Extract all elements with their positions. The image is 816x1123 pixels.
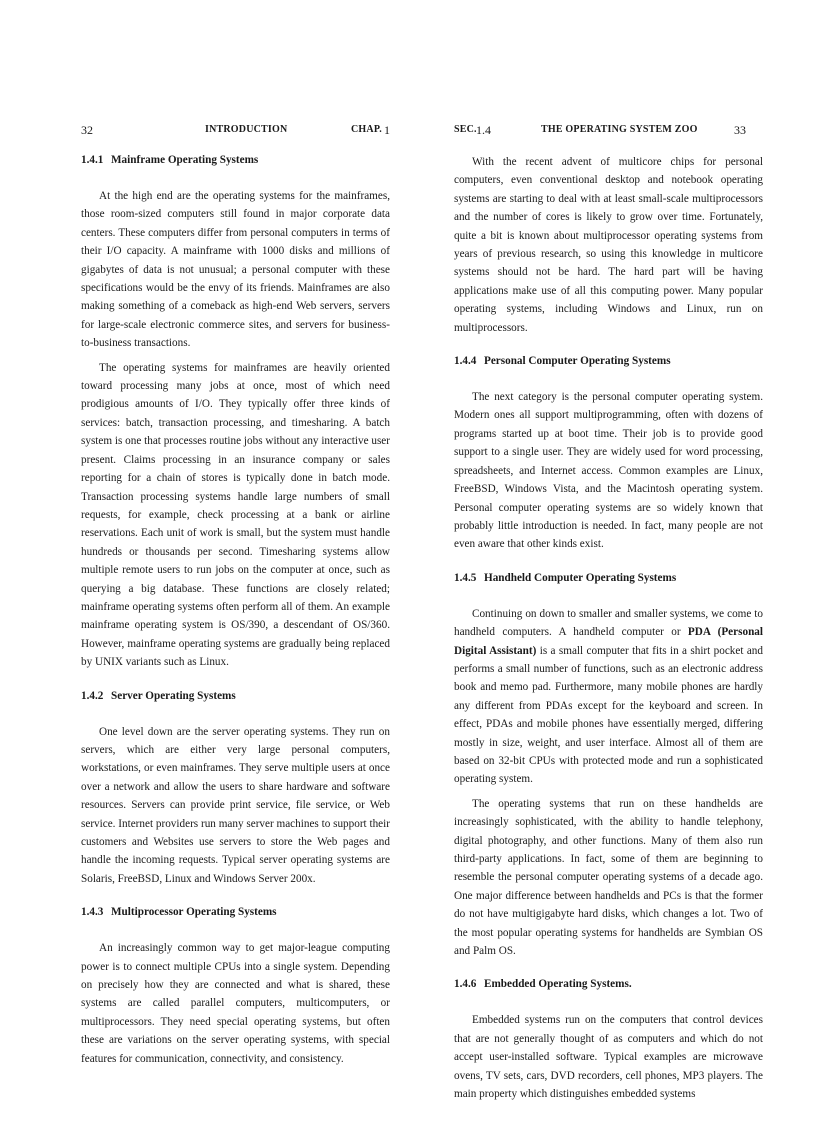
right-page-number: 33 [734,123,746,137]
paragraph: The operating systems for mainframes are heavily oriented toward processing many jobs at once, most of which need prodigious amounts of I/O. They typically offer three kinds of services: batch, transaction processing, and timesharing. A batch system is one that processes routine jobs without any interactive user present. Claims processing in an insurance company or sales reporting for a chain of stores is typically done in batch mode. Transaction processing systems handle large numbers of small requests, for example, check processing at a bank or airline reservations. Each unit of work is small, but the system must handle hundreds or thousands per second. Timesharing systems allow multiple remote users to run jobs on the computer at once, such as querying a big database. These functions are closely related; mainframe operating systems often perform all of them. An example mainframe operating system is OS/390, a descendant of OS/360. However, mainframe operating systems are gradually being replaced by UNIX variants such as Linux. [81,361,390,669]
section-heading [81,153,390,167]
header-section-number: 1.4 [476,123,491,137]
section-1-4-3 [81,905,390,1068]
section-title: Mainframe Operating Systems [111,154,259,166]
section-number: 1.4.6 [454,978,477,991]
section-title: Embedded Operating Systems. [484,978,632,991]
section-1-4-6 [454,977,763,1103]
section-heading [454,977,763,991]
paragraph [454,605,763,789]
chapter-number: 1 [384,123,390,137]
paragraph: At the high end are the operating systems for the mainframes, those room-sized computers still found in major corporate data centers. These computers differ from personal computers in terms of their I/O capacity. A mainframe with 1000 disks and millions of gigabytes of data is not unusual; a personal computer with these specifications would be the envy of its friends. Mainframes are also making something of a comeback as high-end Web servers, servers for large-scale electronic commerce sites, and servers for business-to-business transactions. [81,190,390,350]
pda-text-after: is a small computer that fits in a shirt pocket and performs a small number of functions, such as an electronic address book and memo pad. Furthermore, many mobile phones are hardly any different from PDAs except for the keyboard and screen. In effect, PDAs and mobile phones have essentially merged, differing mostly in size, weight, and user interface. Almost all of them are based on 32-bit CPUs with protected mode and run a sophisticated operating system. [454,644,763,786]
section-1-4-1 [81,153,390,672]
section-heading [81,905,390,919]
paragraph: Embedded systems run on the computers that control devices that are not generally thought of as computers and which do not accept user-installed software. Typical examples are microwave ovens, TV sets, cars, DVD recorders, cell phones, MP3 players. The main property which distinguishes embedded systems [454,1014,763,1101]
paragraph: With the recent advent of multicore chips for personal computers, even conventional desktop and notebook operating systems are starting to deal with at least small-scale multiprocessors and the number of cores is likely to grow over time. Fortunately, quite a bit is known about multiprocessor operating systems from years of previous research, so using this knowledge in multicore systems should not be hard. The hard part will be having applications make use of all this computing power. Many popular operating systems, including Windows and Linux, run on multiprocessors. [454,156,763,334]
chapter-label: CHAP. [351,124,382,135]
left-header-title: INTRODUCTION [205,124,288,135]
section-heading [454,571,763,585]
section-1-4-5 [454,571,763,961]
left-page-content [81,153,390,1074]
section-title: Server Operating Systems [111,689,236,702]
left-page-number: 32 [81,123,93,137]
section-title: Personal Computer Operating Systems [484,355,671,368]
section-heading [454,354,763,368]
right-running-header [454,123,763,137]
section-1-4-2 [81,689,390,889]
right-page-content [454,153,763,1109]
right-header-title: THE OPERATING SYSTEM ZOO [541,124,698,135]
paragraph: The operating systems that run on these handhelds are increasingly sophisticated, with the ability to handle telephony, digital photography, and other functions. Many of them also run third-party applications. In fact, some of them are beginning to resemble the personal computer operating systems of a decade ago. One major difference between handhelds and PCs is that the former do not have multigigabyte hard disks, which changes a lot. Two of the most popular operating systems for handhelds are Symbian OS and Palm OS. [454,797,763,958]
section-title: Multiprocessor Operating Systems [111,906,277,919]
left-running-header [81,123,390,137]
section-number: 1.4.3 [81,906,104,919]
section-label: SEC. [454,124,477,135]
section-number: 1.4.1 [81,154,104,166]
section-number: 1.4.5 [454,571,477,584]
section-number: 1.4.4 [454,355,477,368]
paragraph: The next category is the personal computer operating system. Modern ones all support multiprogramming, often with dozens of programs started up at boot time. Their job is to provide good support to a single user. They are widely used for word processing, spreadsheets, and Internet access. Common examples are Linux, FreeBSD, Windows Vista, and the Macintosh operating system. Personal computer operating systems are so widely known that probably little introduction is needed. In fact, many people are not even aware that other kinds exist. [454,391,763,551]
section-1-4-4 [454,354,763,554]
section-title: Handheld Computer Operating Systems [484,571,677,584]
paragraph: An increasingly common way to get major-league computing power is to connect multiple CPUs into a single system. Depending on precisely how they are connected and what is shared, these systems are called parallel computers, multicomputers, or multiprocessors. They need special operating systems, but often these are variations on the server operating systems, with special features for communication, connectivity, and consistency. [81,942,390,1065]
pda-term: PDA (Personal Digital Assistant) [454,626,763,657]
pda-text-before: Continuing on down to smaller and smaller systems, we come to handheld computers. A handheld computer or [454,607,763,639]
section-number: 1.4.2 [81,689,104,702]
paragraph: One level down are the server operating systems. They run on servers, which are either very large personal computers, workstations, or even mainframes. They serve multiple users at once over a network and allow the users to share hardware and software resources. Servers can provide print service, file service, or Web service. Internet providers run many server machines to support their customers and Websites use servers to store the Web pages and handle the incoming requests. Typical server operating systems are Solaris, FreeBSD, Linux and Windows Server 200x. [81,725,390,885]
section-heading [81,689,390,703]
